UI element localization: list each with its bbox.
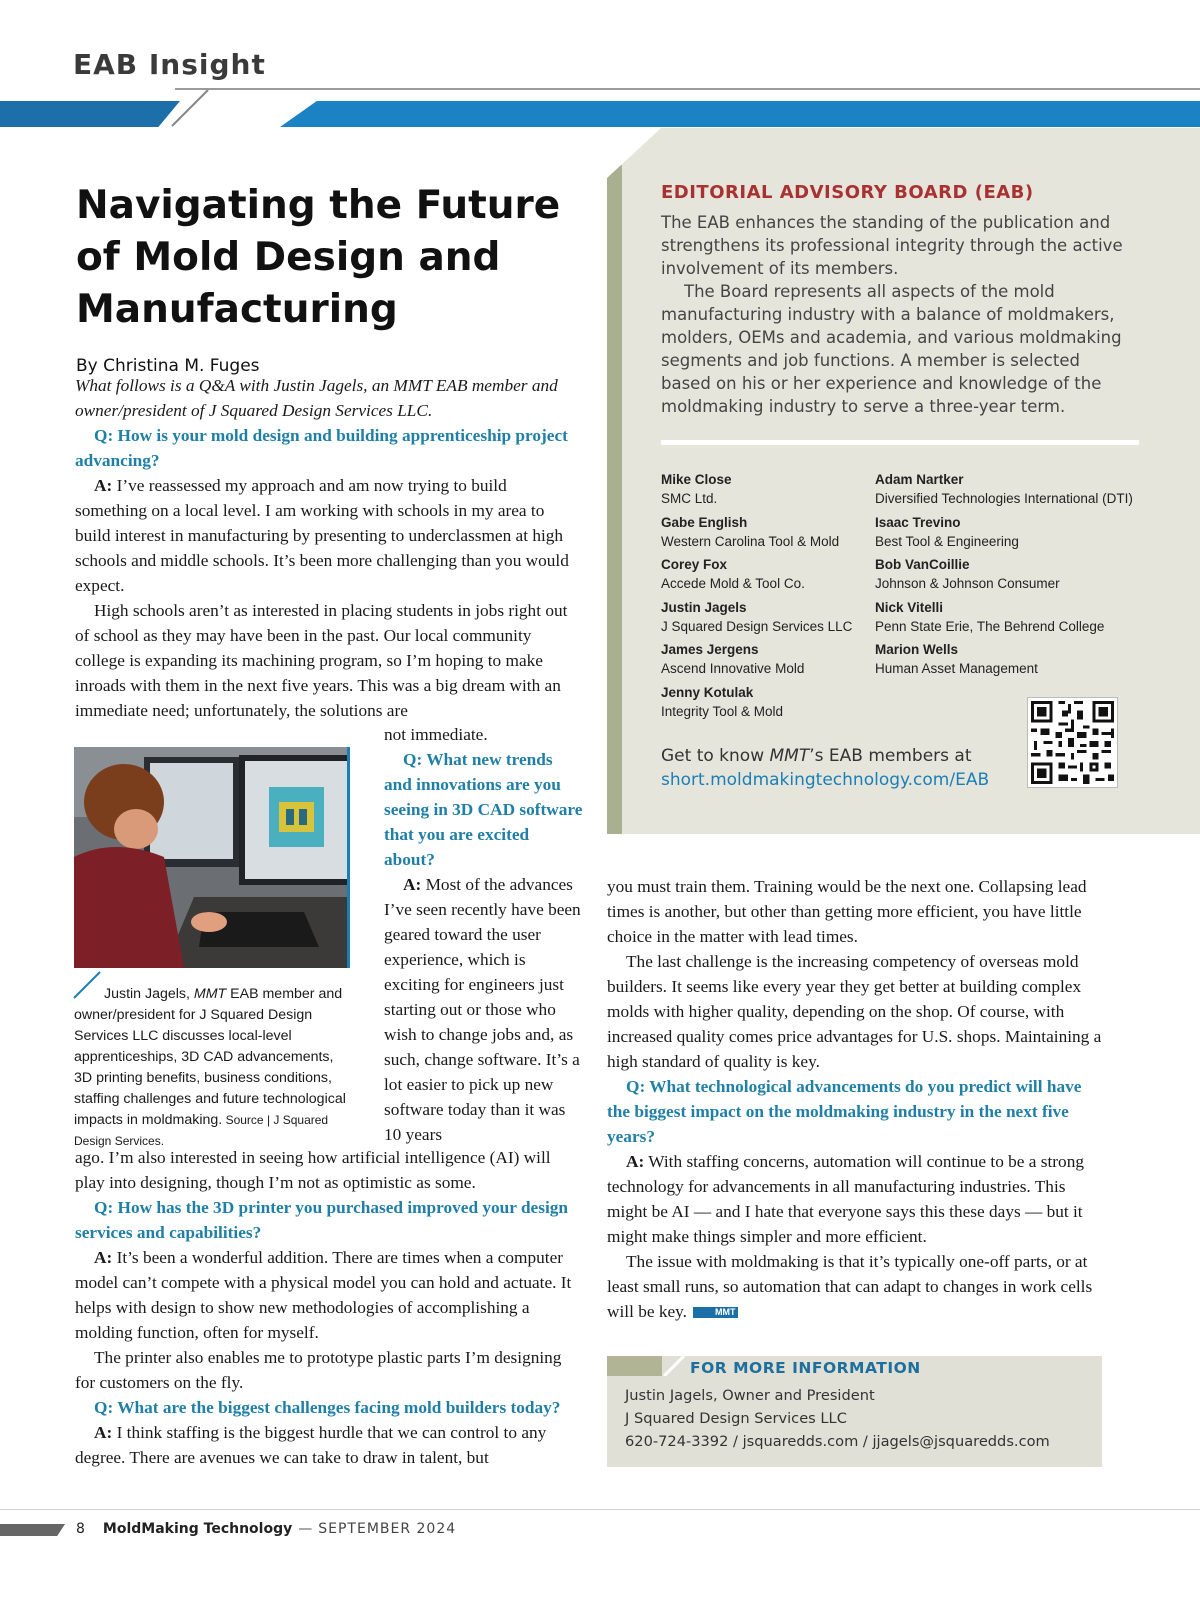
eab-member <box>661 598 866 641</box>
member-company: Western Carolina Tool & Mold <box>661 533 840 549</box>
question-1: Q: How is your mold design and building apprenticeship project advancing? <box>75 426 568 470</box>
member-name: Adam Nartker <box>875 472 964 487</box>
answer-5 <box>607 1149 1102 1249</box>
getknow-post: ’s EAB members at <box>809 746 972 766</box>
answer-2 <box>384 872 584 1147</box>
caption-source: Source | J Squared Design Services. <box>74 1113 329 1148</box>
member-name: Gabe English <box>661 514 748 530</box>
end-mark-logo: MMT <box>693 1307 739 1318</box>
eab-desc-1: The EAB enhances the standing of the publication and strengthens its professional integrity through the active involvement of its members. <box>661 213 1123 278</box>
question-2: Q: What new trends and innovations are you seeing in 3D CAD software that you are excited about? <box>384 750 583 869</box>
left-column-top <box>75 373 578 723</box>
answer-4 <box>75 1420 578 1470</box>
intro-text: What follows is a Q&A with Justin Jagels, an MMT EAB member and owner/president of J Squared Design Services LLC. <box>75 376 558 420</box>
member-company: SMC Ltd. <box>661 491 718 506</box>
contact-links[interactable]: 620-724-3392 / jsquaredds.com / jjagels@jsquaredds.com <box>625 1433 1050 1450</box>
eab-get-to-know <box>661 744 989 792</box>
contact-name: Justin Jagels, Owner and President <box>625 1387 875 1404</box>
eab-member <box>875 555 1145 598</box>
eab-member <box>875 470 1145 513</box>
member-name: Justin Jagels <box>661 599 747 615</box>
member-company: Ascend Innovative Mold <box>661 661 805 676</box>
answer-text: I’ve reassessed my approach and am now trying to build something on a local level. I am working with schools in my area to build interest in manufacturing by presenting to underclassmen at high schools and middle schools. It’s been more challenging than you would expect. <box>75 476 569 595</box>
caption-slash-icon <box>72 970 102 1000</box>
section-title: EAB Insight <box>73 48 266 81</box>
eab-description <box>661 211 1131 418</box>
header-rule <box>175 88 1200 90</box>
article-headline: Navigating the Future of Mold Design and Manufacturing <box>76 183 561 332</box>
header-band-left <box>0 101 180 127</box>
answer-2-continued: ago. I’m also interested in seeing how artificial intelligence (AI) will play into designing, though I’m not as optimistic as some. <box>75 1148 551 1192</box>
contact-company: J Squared Design Services LLC <box>625 1410 847 1427</box>
eab-member <box>661 513 866 556</box>
member-company: Integrity Tool & Mold <box>661 703 784 719</box>
answer-label: A: <box>626 1152 645 1171</box>
eab-desc-2: The Board represents all aspects of the mold manufacturing industry with a balance of moldmakers, molders, OEMs and academia, and various moldmaking segments and job functions. A member is selected based on his or her experience and knowledge of the moldmaking industry to serve a three-year term. <box>661 282 1122 416</box>
answer-text: I think staffing is the biggest hurdle that we can control to any degree. There are avenues we can take to draw in talent, but <box>75 1423 547 1467</box>
qr-code-icon[interactable] <box>1027 697 1118 788</box>
member-name: Mike Close <box>661 472 732 487</box>
right-column <box>607 874 1102 1324</box>
getknow-pre: Get to know <box>661 746 770 766</box>
question-4: Q: What are the biggest challenges facing mold builders today? <box>94 1398 561 1417</box>
member-company: Diversified Technologies International (DTI) <box>875 491 1133 506</box>
page-number: 8 <box>76 1521 85 1537</box>
question-5: Q: What technological advancements do you predict will have the biggest impact on the moldmaking industry in the next five years? <box>607 1077 1082 1146</box>
answer-label: A: <box>94 1423 113 1442</box>
answer-text: It’s been a wonderful addition. There are times when a computer model can’t compete with a physical model you can hold and actuate. It helps with design to show new methodologies of accomplishing a molding function, often for myself. <box>75 1248 572 1342</box>
answer-4-continued: you must train them. Training would be the next one. Collapsing lead times is another, but other than getting more efficient, you have little choice in the matter with lead times. <box>607 877 1087 946</box>
member-company: Johnson & Johnson Consumer <box>875 576 1060 591</box>
answer-text: Most of the advances I’ve seen recently have been geared toward the user experience, which is exciting for engineers just starting out or those who wish to change jobs and, as such, change software. It’s a lot easier to pick up new software today than it was 10 years <box>384 875 581 1144</box>
eab-member <box>875 640 1145 683</box>
member-company: Best Tool & Engineering <box>875 533 1019 549</box>
member-name: Jenny Kotulak <box>661 684 754 700</box>
eab-accent-bar <box>607 165 622 834</box>
eab-member <box>875 513 1145 556</box>
member-company: Human Asset Management <box>875 661 1038 676</box>
byline: By Christina M. Fuges <box>76 356 260 376</box>
paragraph-2: High schools aren’t as interested in placing students in jobs right out of school as they may have been in the past. Our local community college is expanding its machining program, so I’m hoping to make inroads with them in the next five years. This was a big dream with an immediate need; unfortunately, the solutions are <box>75 601 568 720</box>
footer <box>76 1521 456 1537</box>
member-name: Corey Fox <box>661 557 728 572</box>
answer-text: With staffing concerns, automation will continue to be a strong technology for advancements in all manufacturing industries. This might be AI — and I hate that everyone says this these days — but it might make things simpler and more efficient. <box>607 1152 1084 1246</box>
member-company: Accede Mold & Tool Co. <box>661 576 805 591</box>
more-info-slash <box>650 1356 690 1376</box>
narrow-column <box>384 722 584 1147</box>
paragraph-4b: The last challenge is the increasing competency of overseas mold builders. It seems like every year they get better at building complex molds with higher quality, depending on the shop. Of course, with increased quality comes price advantages for U.S. shops. Maintaining a high standard of quality is key. <box>607 952 1102 1071</box>
photo-illustration <box>74 747 347 968</box>
issue-date: SEPTEMBER 2024 <box>318 1521 457 1537</box>
eab-title: EDITORIAL ADVISORY BOARD (EAB) <box>661 182 1034 203</box>
member-name: Nick Vitelli <box>875 599 944 615</box>
eab-member <box>661 470 866 513</box>
footer-separator: — <box>298 1521 313 1537</box>
eab-members-left <box>661 470 866 725</box>
left-column-bottom <box>75 1145 578 1470</box>
eab-divider <box>661 440 1139 445</box>
member-name: Isaac Trevino <box>875 514 961 530</box>
eab-member <box>661 640 866 683</box>
caption-text: EAB member and owner/president for J Squared Design Services LLC discusses local-level apprenticeships, 3D CAD advancements, 3D printing benefits, business conditions, staffing challenges and future technological impacts in moldmaking. <box>74 986 346 1128</box>
eab-members-right <box>875 470 1145 683</box>
eab-member <box>875 598 1145 641</box>
answer-label: A: <box>94 476 113 495</box>
magazine-name: MoldMaking Technology <box>102 1521 293 1537</box>
eab-member <box>661 555 866 598</box>
eab-url-link[interactable]: short.moldmakingtechnology.com/EAB <box>661 770 990 790</box>
answer-label: A: <box>403 875 422 894</box>
answer-3 <box>75 1245 578 1345</box>
answer-label: A: <box>94 1248 113 1267</box>
qr-code-graphic <box>1028 698 1117 787</box>
photo-justin-jagels <box>74 747 350 968</box>
question-3: Q: How has the 3D printer you purchased improved your design services and capabilities? <box>75 1198 569 1242</box>
eab-member <box>661 683 866 726</box>
footer-rule <box>0 1509 1200 1510</box>
paragraph-5b <box>607 1249 1102 1324</box>
more-info-title: FOR MORE INFORMATION <box>690 1359 921 1377</box>
paragraph-3b: The printer also enables me to prototype plastic parts I’m designing for customers on the fly. <box>75 1348 562 1392</box>
photo-caption <box>74 984 352 1152</box>
member-name: Bob VanCoillie <box>875 557 970 572</box>
paragraph-2-end: not immediate. <box>384 725 488 744</box>
footer-bar <box>0 1524 65 1536</box>
caption-name: Justin Jagels, <box>104 986 194 1002</box>
member-company: J Squared Design Services LLC <box>661 618 853 634</box>
header-band-slash <box>158 88 218 128</box>
getknow-mmt: MMT <box>769 746 810 766</box>
closing-text: The issue with moldmaking is that it’s typically one-off parts, or at least small runs, so automation that can adapt to changes in work cells will be key. <box>607 1252 1093 1321</box>
member-company: Penn State Erie, The Behrend College <box>875 618 1105 634</box>
member-name: Marion Wells <box>875 642 959 657</box>
header-band-right <box>280 101 1200 127</box>
answer-1 <box>75 473 578 598</box>
caption-mmt: MMT <box>193 986 227 1002</box>
member-name: James Jergens <box>661 642 759 657</box>
more-info-details <box>625 1384 1050 1453</box>
